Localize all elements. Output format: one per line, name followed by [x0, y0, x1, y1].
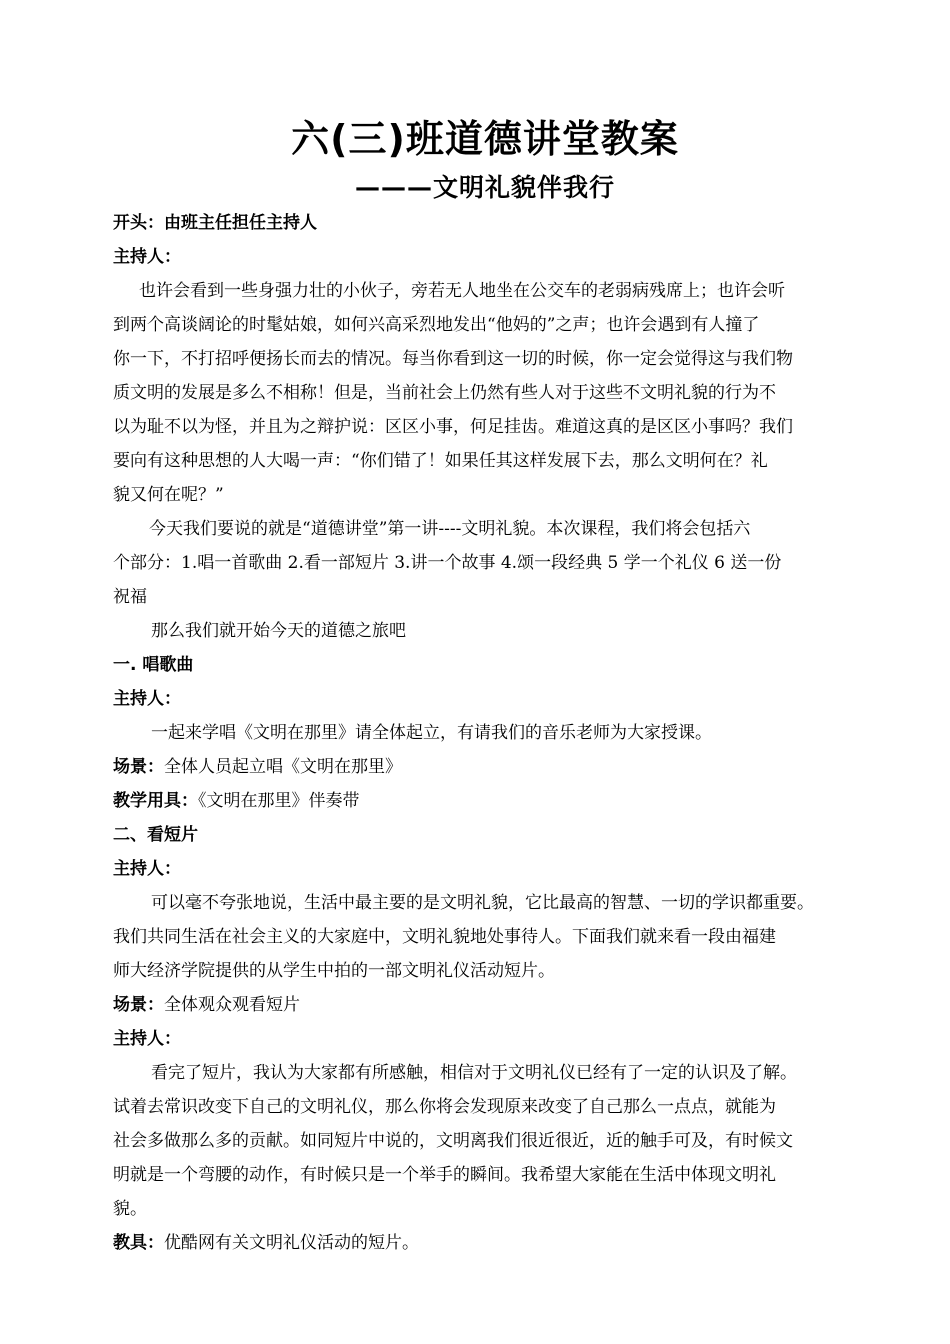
paragraph-line: 要向有这种思想的人大喝一声：“你们错了！如果任其这样发展下去，那么文明何在？礼 — [113, 451, 768, 471]
document-subtitle: ———文明礼貌伴我行 — [354, 173, 615, 202]
document-body — [113, 206, 863, 1260]
scene-label: 场景： — [113, 995, 164, 1015]
paragraph-line: 到两个高谈阔论的时髦姑娘，如何兴高采烈地发出“他妈的”之声；也许会遇到有人撞了 — [113, 315, 760, 335]
paragraph-line: 社会多做那么多的贡献。如同短片中说的，文明离我们很近很近，近的触手可及，有时候文 — [113, 1131, 793, 1151]
tools-text: 优酷网有关文明礼仪活动的短片。 — [164, 1233, 419, 1253]
section2-scene — [113, 988, 863, 1022]
paragraph-line: 貌。 — [113, 1199, 147, 1219]
section2-host-label: 主持人： — [113, 859, 181, 879]
paragraph-line: 你一下，不打招呼便扬长而去的情况。每当你看到这一切的时候，你一定会觉得这与我们物 — [113, 349, 793, 369]
tools-label: 教具： — [113, 1233, 164, 1253]
section1-host-text: 一起来学唱《文明在那里》请全体起立，有请我们的音乐老师为大家授课。 — [151, 723, 712, 743]
paragraph-line: 祝福 — [113, 587, 147, 607]
paragraph-line: 看完了短片，我认为大家都有所感触，相信对于文明礼仪已经有了一定的认识及了解。 — [151, 1063, 797, 1083]
paragraph-line: 可以毫不夸张地说，生活中最主要的是文明礼貌，它比最高的智慧、一切的学识都重要。 — [151, 893, 814, 913]
tools-label: 教学用具： — [113, 791, 198, 811]
paragraph-line: 质文明的发展是多么不相称！但是，当前社会上仍然有些人对于这些不文明礼貌的行为不 — [113, 383, 776, 403]
paragraph-line: 我们共同生活在社会主义的大家庭中，文明礼貌地处事待人。下面我们就来看一段由福建 — [113, 927, 776, 947]
document-title: 六(三)班道德讲堂教案 — [291, 117, 679, 161]
paragraph-line: 个部分：1.唱一首歌曲 2.看一部短片 3.讲一个故事 4.颂一段经典 5 学一个礼仪 6 送一份 — [113, 553, 782, 573]
paragraph-line: 明就是一个弯腰的动作，有时候只是一个举手的瞬间。我希望大家能在生活中体现文明礼 — [113, 1165, 776, 1185]
paragraph-line: 那么我们就开始今天的道德之旅吧 — [151, 621, 406, 641]
opening-host-label: 主持人： — [113, 247, 181, 267]
tools-text: 《文明在那里》伴奏带 — [198, 791, 360, 811]
paragraph-line: 试着去常识改变下自己的文明礼仪，那么你将会发现原来改变了自己那么一点点，就能为 — [113, 1097, 776, 1117]
section1-scene — [113, 750, 863, 784]
section1-heading: 一. 唱歌曲 — [113, 655, 194, 675]
scene-text: 全体观众观看短片 — [164, 995, 300, 1015]
paragraph-line: 也许会看到一些身强力壮的小伙子，旁若无人地坐在公交车的老弱病残席上；也许会听 — [139, 281, 785, 301]
opening-heading: 开头：由班主任担任主持人 — [113, 213, 317, 233]
section2-host2-label: 主持人： — [113, 1029, 181, 1049]
paragraph-line: 师大经济学院提供的从学生中拍的一部文明礼仪活动短片。 — [113, 961, 555, 981]
paragraph-line: 今天我们要说的就是“道德讲堂”第一讲----文明礼貌。本次课程，我们将会包括六 — [149, 519, 751, 539]
scene-text: 全体人员起立唱《文明在那里》 — [164, 757, 402, 777]
paragraph-line: 貌又何在呢？” — [113, 485, 224, 505]
section1-tools — [113, 784, 863, 818]
paragraph-line: 以为耻不以为怪，并且为之辩护说：区区小事，何足挂齿。难道这真的是区区小事吗？我们 — [113, 417, 793, 437]
section1-host-label: 主持人： — [113, 689, 181, 709]
section2-heading: 二、看短片 — [113, 825, 198, 845]
section2-tools — [113, 1226, 863, 1260]
scene-label: 场景： — [113, 757, 164, 777]
